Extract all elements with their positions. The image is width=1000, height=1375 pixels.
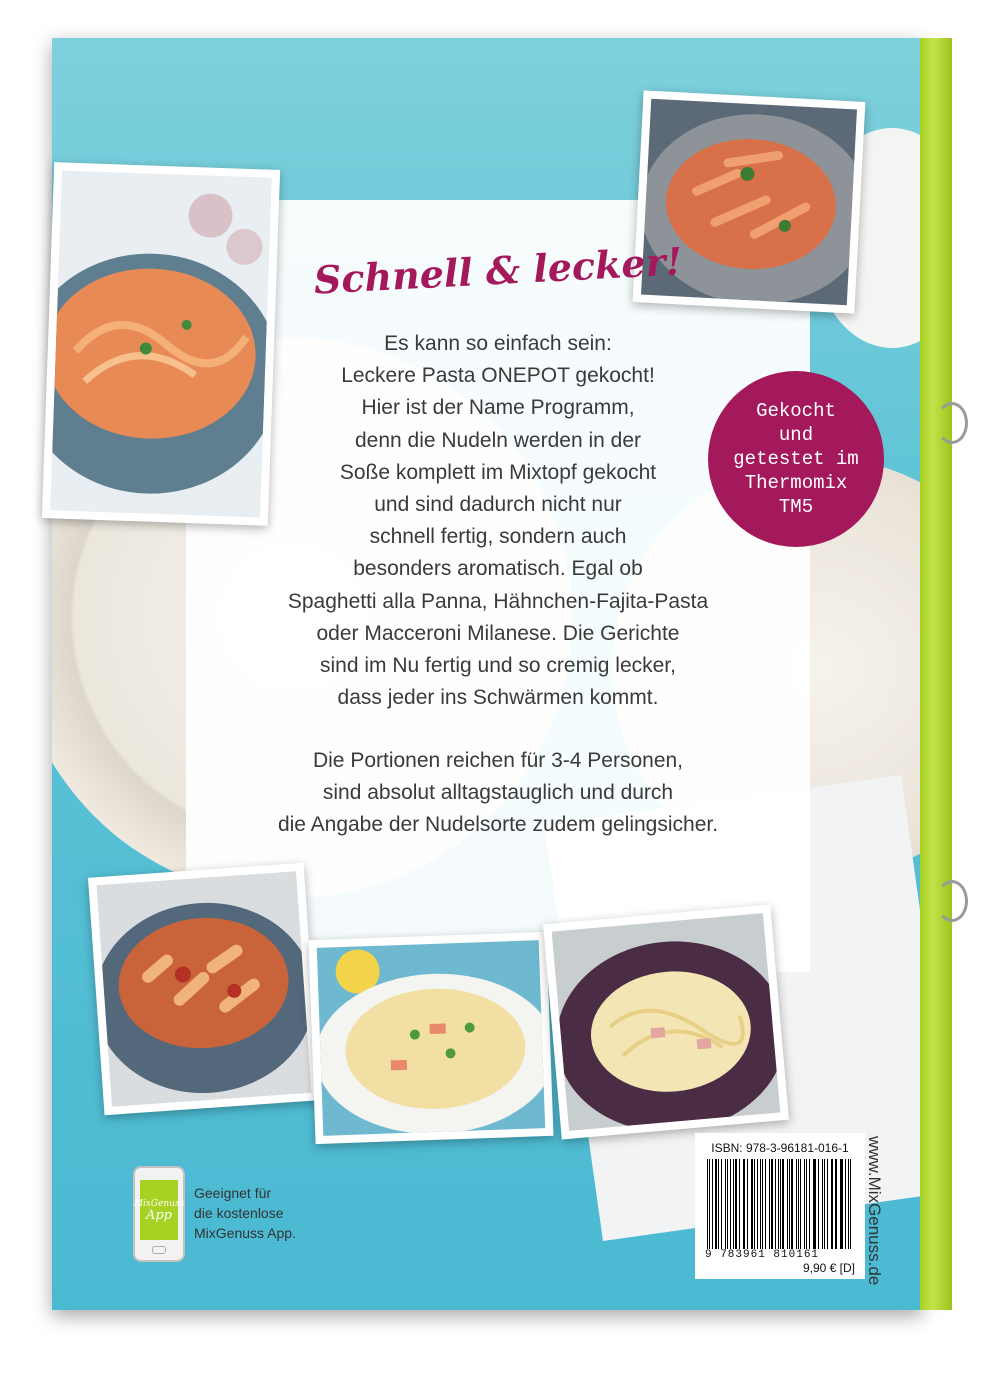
app-label-line: die kostenlose — [194, 1205, 284, 1221]
barcode-bar — [743, 1159, 744, 1249]
intro-line: Soße komplett im Mixtopf gekocht — [339, 460, 657, 484]
app-label-line: MixGenuss App. — [194, 1225, 296, 1241]
portion-line: sind absolut alltagstauglich und durch — [322, 781, 674, 805]
intro-line: und sind dadurch nicht nur — [374, 493, 622, 517]
barcode-bar — [775, 1159, 776, 1249]
barcode-bar — [824, 1159, 825, 1249]
photo-spaghetti — [543, 904, 789, 1139]
intro-line: Es kann so einfach sein: — [384, 332, 612, 355]
badge-line: und — [778, 424, 814, 446]
badge-line: Gekocht — [756, 400, 836, 422]
intro-line: oder Macceroni Milanese. Die Gerichte — [316, 621, 680, 645]
barcode-bar — [832, 1159, 833, 1249]
intro-line: Leckere Pasta ONEPOT gekocht! — [341, 364, 655, 388]
barcode-bar — [850, 1159, 851, 1249]
barcode-bar — [848, 1159, 849, 1249]
barcode-bar — [765, 1159, 766, 1249]
website-url[interactable]: www.MixGenuss.de — [865, 1136, 884, 1286]
app-screen-title: MixGenuss — [133, 1199, 185, 1209]
phone-app-icon — [133, 1166, 185, 1262]
intro-line: Spaghetti alla Panna, Hähnchen-Fajita-Pasta — [287, 589, 709, 613]
barcode-bar — [735, 1159, 737, 1249]
intro-line: sind im Nu fertig und so cremig lecker, — [320, 654, 676, 678]
barcode-bar — [725, 1159, 726, 1249]
photo-rigatoni — [88, 863, 320, 1115]
barcode-bar — [727, 1159, 728, 1249]
barcode-bar — [707, 1159, 708, 1249]
rigatoni-bowl-illustration — [97, 871, 312, 1106]
barcode-bar — [787, 1159, 788, 1249]
portion-line: die Angabe der Nudelsorte zudem gelingsicher. — [277, 813, 719, 837]
intro-line: Hier ist der Name Programm, — [361, 396, 635, 420]
isbn-barcode-box — [695, 1133, 865, 1279]
barcode-bar — [718, 1159, 719, 1249]
barcode-bar — [798, 1159, 799, 1249]
barcode-bar — [780, 1159, 781, 1249]
barcode-bar — [809, 1159, 810, 1249]
barcode-bar — [715, 1159, 717, 1249]
headline: Schnell & lecker! — [312, 238, 684, 303]
barcode-bar — [841, 1159, 842, 1249]
barcode-bar — [730, 1159, 731, 1249]
barcode-bar — [840, 1159, 841, 1249]
barcode-digits: 9 783961 810161 — [705, 1249, 820, 1261]
price: 9,90 € [D] — [802, 1261, 855, 1275]
barcode-bar — [813, 1159, 814, 1249]
barcode-bar — [762, 1159, 763, 1249]
app-label — [194, 1183, 296, 1243]
barcode-bar — [806, 1159, 807, 1249]
barcode-bar — [791, 1159, 793, 1249]
barcode-bar — [782, 1159, 783, 1249]
barcode-bar — [769, 1159, 770, 1249]
phone-home-button — [152, 1246, 166, 1254]
barcode-bar — [747, 1159, 748, 1249]
photo-fusilli — [309, 932, 554, 1144]
barcode-bar — [835, 1159, 837, 1249]
barcode-bar — [818, 1159, 819, 1249]
barcode-bar — [739, 1159, 740, 1249]
spaghetti-plate-illustration — [552, 913, 781, 1131]
portion-line: Die Portionen reichen für 3-4 Personen, — [312, 749, 684, 772]
barcode-bar — [789, 1159, 790, 1249]
intro-text — [186, 328, 810, 714]
binder-ring-icon — [936, 402, 968, 444]
barcode-bar — [712, 1159, 713, 1249]
barcode — [707, 1159, 853, 1249]
badge-line: getestet im — [733, 448, 859, 470]
barcode-bar — [814, 1159, 816, 1249]
barcode-bar — [831, 1159, 832, 1249]
isbn-text: ISBN: 978-3-96181-016-1 — [711, 1141, 849, 1155]
app-label-line: Geeignet für — [194, 1185, 272, 1201]
barcode-bar — [800, 1159, 801, 1249]
barcode-bar — [845, 1159, 846, 1249]
binder-ring-icon — [936, 880, 968, 922]
barcode-bar — [721, 1159, 722, 1249]
barcode-bar — [822, 1159, 823, 1249]
book-spine — [920, 38, 952, 1310]
barcode-bar — [751, 1159, 753, 1249]
barcode-bar — [733, 1159, 734, 1249]
barcode-bar — [827, 1159, 828, 1249]
barcode-bar — [744, 1159, 745, 1249]
barcode-bar — [709, 1159, 710, 1249]
barcode-bar — [796, 1159, 797, 1249]
barcode-bar — [754, 1159, 755, 1249]
phone-screen — [133, 1180, 185, 1240]
barcode-bar — [760, 1159, 761, 1249]
intro-line: dass jeder ins Schwärmen kommt. — [337, 686, 659, 710]
intro-line: denn die Nudeln werden in der — [354, 428, 642, 452]
fusilli-plate-illustration — [317, 940, 545, 1136]
intro-line: besonders aromatisch. Egal ob — [353, 557, 643, 581]
thermomix-badge — [708, 371, 884, 547]
app-screen-subtitle: App — [145, 1208, 173, 1223]
portion-text — [186, 745, 810, 842]
badge-line: TM5 — [778, 496, 814, 518]
badge-line: Thermomix — [744, 472, 848, 494]
barcode-bar — [778, 1159, 779, 1249]
barcode-bar — [804, 1159, 805, 1249]
barcode-bar — [757, 1159, 758, 1249]
intro-line: schnell fertig, sondern auch — [369, 525, 627, 549]
barcode-bar — [771, 1159, 773, 1249]
